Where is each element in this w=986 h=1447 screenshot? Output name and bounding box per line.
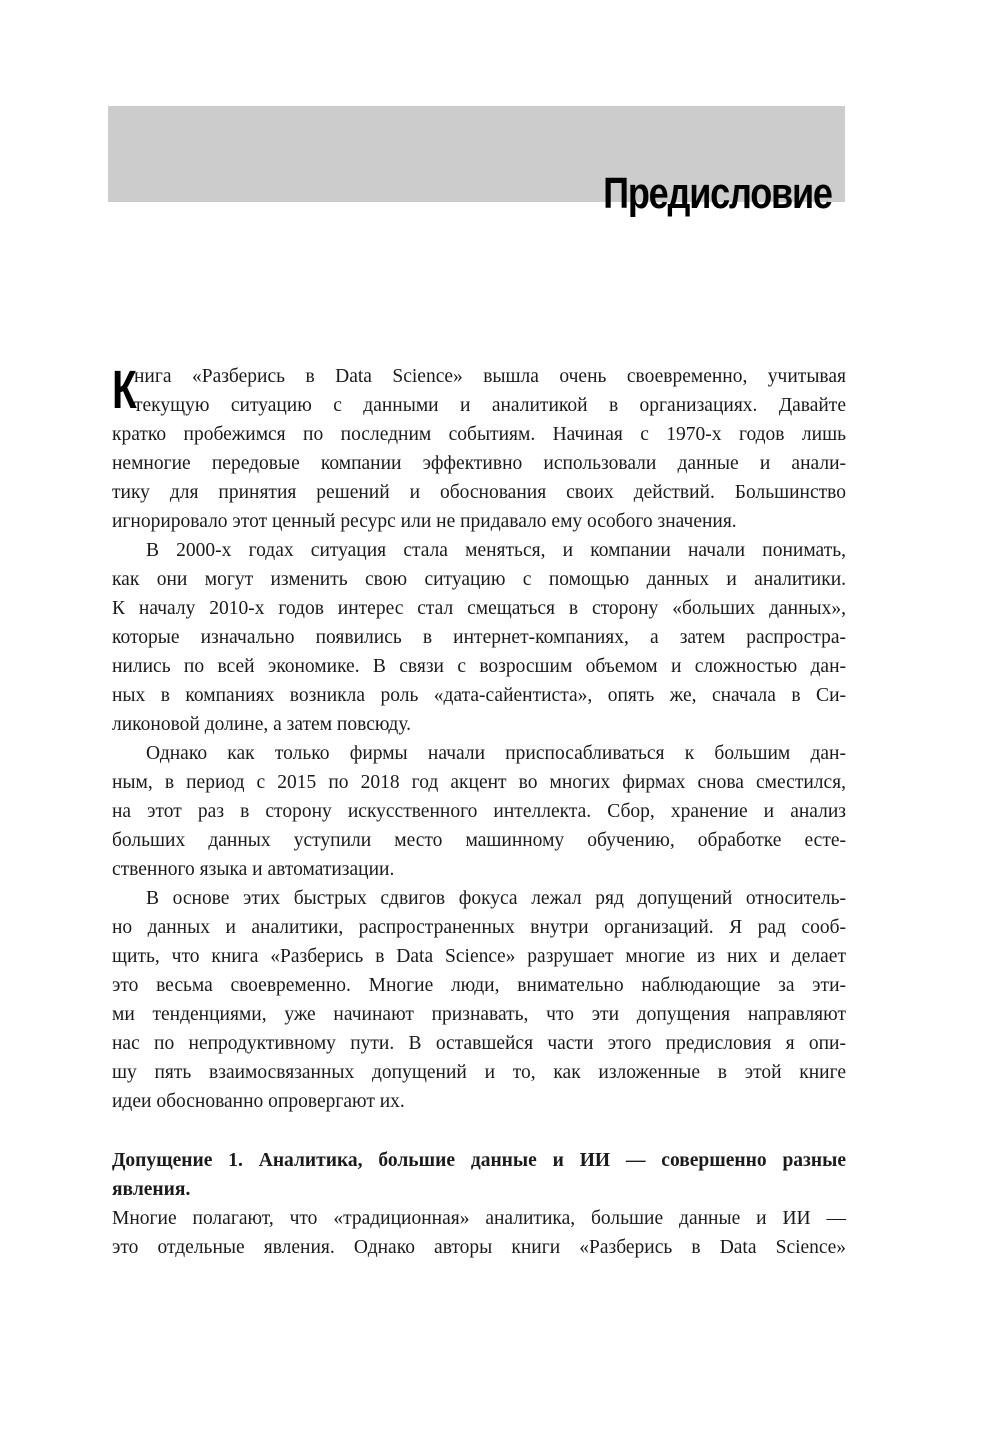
text-line: нились по всей экономике. В связи с возросшим объемом и сложностью дан- — [112, 656, 846, 677]
text-line: ным, в период с 2015 по 2018 год акцент во многих фирмах снова сместился, — [112, 772, 846, 793]
heading-line: Допущение 1. Аналитика, большие данные и ИИ — совершенно разные — [112, 1150, 846, 1171]
text-line: на этот раз в сторону искусственного интеллекта. Сбор, хранение и анализ — [112, 801, 846, 822]
text-line: ных в компаниях возникла роль «дата-сайентиста», опять же, сначала в Си- — [112, 685, 846, 706]
paragraph — [112, 362, 846, 536]
text-line: Многие полагают, что «традиционная» аналитика, большие данные и ИИ — — [112, 1208, 846, 1229]
section-heading — [112, 1146, 846, 1204]
paragraph — [112, 1204, 846, 1262]
text-line: игнорировало этот ценный ресурс или не придавало ему особого значения. — [112, 511, 737, 532]
page-body — [112, 362, 846, 1262]
text-line: ликоновой долине, а затем повсюду. — [112, 714, 412, 735]
text-line: В 2000-х годах ситуация стала меняться, и компании начали понимать, — [146, 540, 846, 561]
chapter-title: Предисловие — [603, 169, 832, 218]
text-line: ственного языка и автоматизации. — [112, 859, 395, 880]
heading-line: явления. — [112, 1179, 191, 1200]
paragraph — [112, 739, 846, 884]
text-line: ми тенденциями, уже начинают признавать, что эти допущения направляют — [112, 1004, 846, 1025]
text-line: немногие передовые компании эффективно использовали данные и анали- — [112, 453, 846, 474]
text-line: кратко пробежимся по последним событиям. Начиная с 1970-х годов лишь — [112, 424, 846, 445]
text-line: которые изначально появились в интернет-компаниях, а затем распростра- — [112, 627, 846, 648]
text-line: Однако как только фирмы начали приспосабливаться к большим дан- — [146, 743, 846, 764]
text-line: К началу 2010-х годов интерес стал смещаться в сторону «больших данных», — [112, 598, 846, 619]
text-line: шу пять взаимосвязанных допущений и то, как изложенные в этой книге — [112, 1062, 846, 1083]
text-line: но данных и аналитики, распространенных внутри организаций. Я рад сооб- — [112, 917, 846, 938]
drop-cap: К — [112, 360, 137, 420]
paragraph — [112, 884, 846, 1116]
text-line: идеи обоснованно опровергают их. — [112, 1091, 405, 1112]
text-line: больших данных уступили место машинному обучению, обработке есте- — [112, 830, 846, 851]
text-line: это весьма своевременно. Многие люди, внимательно наблюдающие за эти- — [112, 975, 846, 996]
paragraph — [112, 536, 846, 739]
text-line: щить, что книга «Разберись в Data Science» разрушает многие из них и делает — [112, 946, 846, 967]
text-line: это отдельные явления. Однако авторы книги «Разберись в Data Science» — [112, 1237, 846, 1258]
text-line: нас по непродуктивному пути. В оставшейся части этого предисловия я опи- — [112, 1033, 846, 1054]
text-line: тику для принятия решений и обоснования своих действий. Большинство — [112, 482, 846, 503]
text-line: нига «Разберись в Data Science» вышла очень своевременно, учитывая — [134, 366, 846, 387]
text-line: текущую ситуацию с данными и аналитикой в организациях. Давайте — [134, 395, 846, 416]
text-line: как они могут изменить свою ситуацию с помощью данных и аналитики. — [112, 569, 846, 590]
text-line: В основе этих быстрых сдвигов фокуса лежал ряд допущений относитель- — [146, 888, 846, 909]
